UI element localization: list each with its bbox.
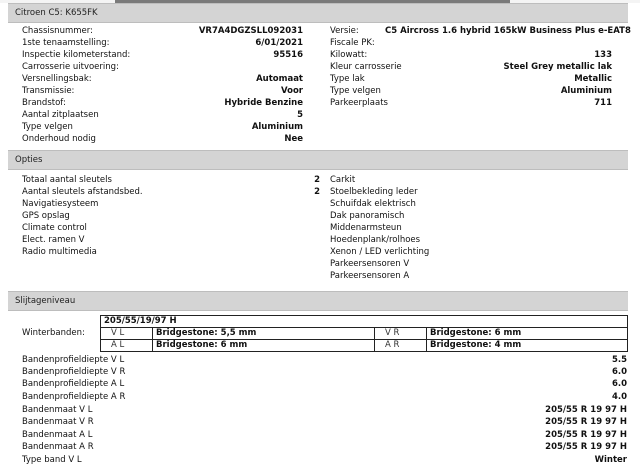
list-item: Middenarmsteun <box>330 223 402 233</box>
tire-cell: Bridgestone: 6 mm <box>427 328 628 340</box>
tire-cell: Bridgestone: 5,5 mm <box>153 328 375 340</box>
list-item: Hoedenplank/rolhoes <box>330 235 421 245</box>
vehicle-header <box>8 3 628 23</box>
list-item: Schuifdak elektrisch <box>330 199 416 209</box>
table-row <box>101 328 628 340</box>
position-cell: A R <box>375 340 427 352</box>
list-item: Stoelbekleding leder <box>330 187 418 197</box>
position-cell: A L <box>101 340 153 352</box>
table-row <box>101 340 628 352</box>
options-header <box>8 150 628 170</box>
vehicle-title: Citroen C5: K655FK <box>15 8 98 18</box>
position-cell: V L <box>101 328 153 340</box>
tire-cell: Bridgestone: 4 mm <box>427 340 628 352</box>
list-item: Parkeersensoren V <box>330 259 410 269</box>
list-item: Parkeersensoren A <box>330 271 410 281</box>
list-item: Carkit <box>330 175 356 185</box>
wear-header <box>8 291 628 311</box>
tire-size-cell: 205/55/19/97 H <box>101 316 628 328</box>
winter-tires-table <box>100 315 628 352</box>
position-cell: V R <box>375 328 427 340</box>
tire-cell: Bridgestone: 6 mm <box>153 340 375 352</box>
wear-title: Slijtageniveau <box>15 296 76 306</box>
list-item: Xenon / LED verlichting <box>330 247 430 257</box>
options-title: Opties <box>15 155 43 165</box>
list-item: Dak panoramisch <box>330 211 405 221</box>
table-row <box>101 316 628 328</box>
